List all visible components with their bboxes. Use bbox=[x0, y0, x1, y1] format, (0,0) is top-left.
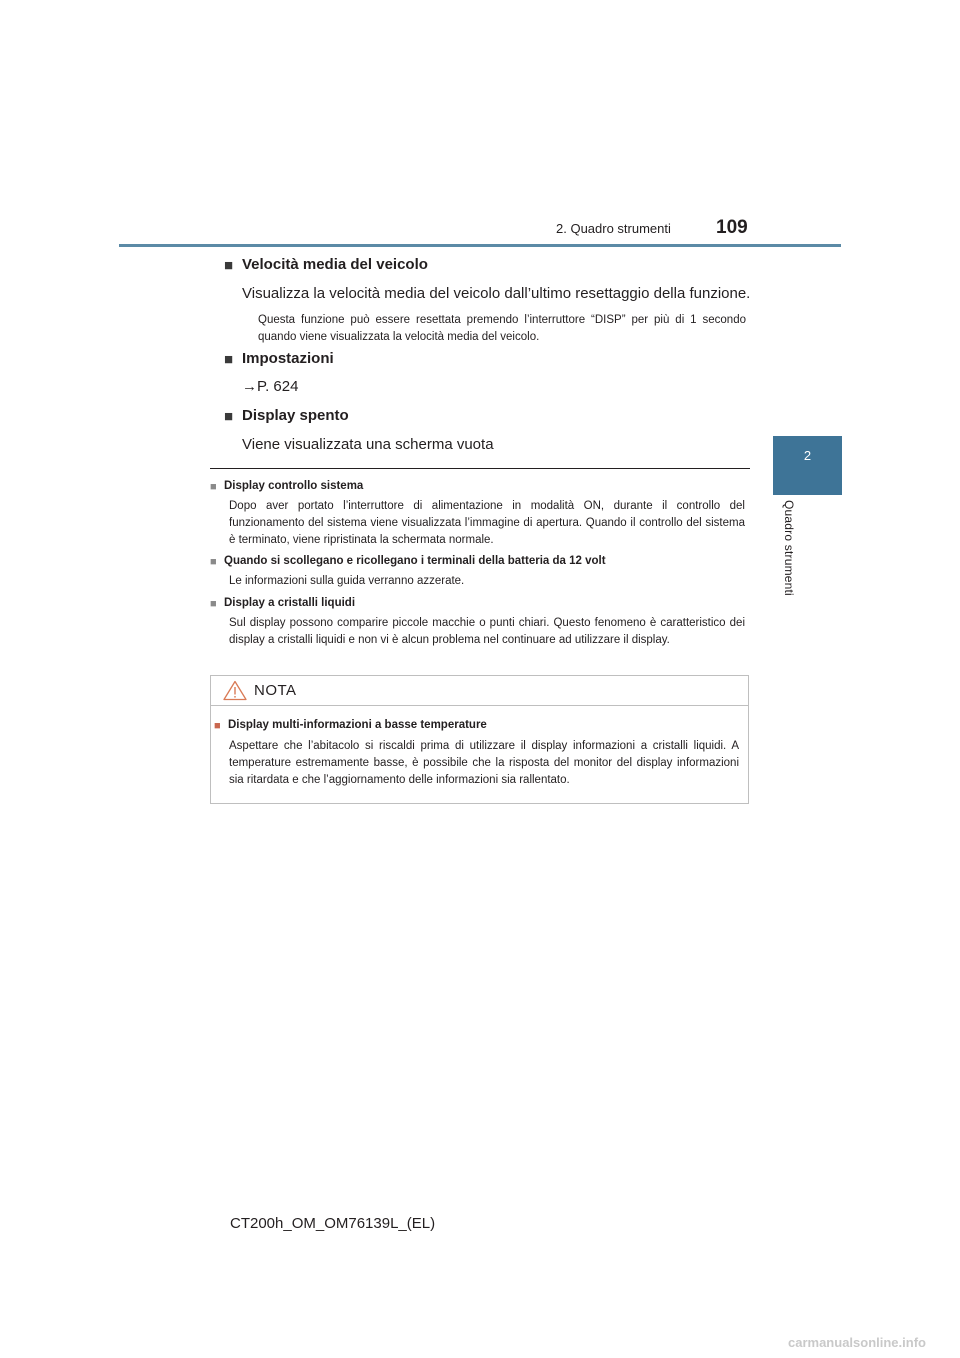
grey-square-icon: ■ bbox=[210, 556, 217, 568]
note-body: Le informazioni sulla guida verranno azzerate. bbox=[229, 575, 465, 587]
item-title-display-spento: Display spento bbox=[242, 407, 349, 424]
page-number: 109 bbox=[716, 217, 748, 238]
nota-header-rule bbox=[211, 705, 748, 706]
chapter-tab bbox=[773, 436, 842, 495]
black-square-icon: ■ bbox=[224, 257, 234, 274]
nota-body: Aspettare che l’abitacolo si riscaldi prima di utilizzare il display informazioni a cristalli liquidi. A temperature estremamente basse, è possibile che la risposta del monitor del display informazioni sia ritardata e che l’aggiornamento delle informazioni sia rallentato. bbox=[229, 740, 739, 786]
item-desc-display-spento: Viene visualizzata una scherma vuota bbox=[242, 436, 494, 453]
section-divider bbox=[210, 468, 750, 469]
chapter-side-label: Quadro strumenti bbox=[782, 500, 796, 596]
note-body: Dopo aver portato l’interruttore di alimentazione in modalità ON, durante il controllo del funzionamento del sistema viene visualizzata l’immagine di apertura. Quando il controllo del sistema è terminato, viene ripristinata la schermata normale. bbox=[229, 500, 745, 546]
header-rule bbox=[119, 244, 841, 247]
note-body: Sul display possono comparire piccole macchie o punti chiari. Questo fenomeno è caratteristico dei display a cristalli liquidi e non vi è alcun problema nel continuare ad utilizzare il display. bbox=[229, 617, 745, 646]
nota-label: NOTA bbox=[254, 682, 297, 699]
footer-manual-code: CT200h_OM_OM76139L_(EL) bbox=[230, 1215, 436, 1232]
item-title-velocita: Velocità media del veicolo bbox=[242, 256, 428, 273]
black-square-icon: ■ bbox=[224, 408, 234, 425]
item-title-impostazioni: Impostazioni bbox=[242, 350, 334, 367]
orange-square-icon: ■ bbox=[214, 720, 221, 732]
page-reference-link[interactable]: →P. 624 bbox=[242, 378, 299, 395]
chapter-side-label-wrap bbox=[782, 500, 812, 610]
note-title: Quando si scollegano e ricollegano i terminali della batteria da 12 volt bbox=[224, 555, 606, 567]
note-title: Display controllo sistema bbox=[224, 480, 364, 492]
grey-square-icon: ■ bbox=[210, 481, 217, 493]
warning-triangle-icon bbox=[223, 680, 247, 701]
note-title: Display a cristalli liquidi bbox=[224, 597, 356, 609]
section-title: 2. Quadro strumenti bbox=[556, 221, 671, 236]
grey-square-icon: ■ bbox=[210, 598, 217, 610]
nota-title: Display multi-informazioni a basse temperature bbox=[228, 719, 487, 731]
item-desc-velocita: Visualizza la velocità media del veicolo dall’ultimo resettaggio della funzione. bbox=[242, 285, 751, 302]
watermark: carmanualsonline.info bbox=[788, 1335, 926, 1350]
chapter-tab-number: 2 bbox=[803, 448, 812, 463]
item-note-velocita: Questa funzione può essere resettata premendo l’interruttore “DISP” per più di 1 secondo quando viene visualizzata la velocità media del veicolo. bbox=[258, 314, 746, 343]
black-square-icon: ■ bbox=[224, 351, 234, 368]
